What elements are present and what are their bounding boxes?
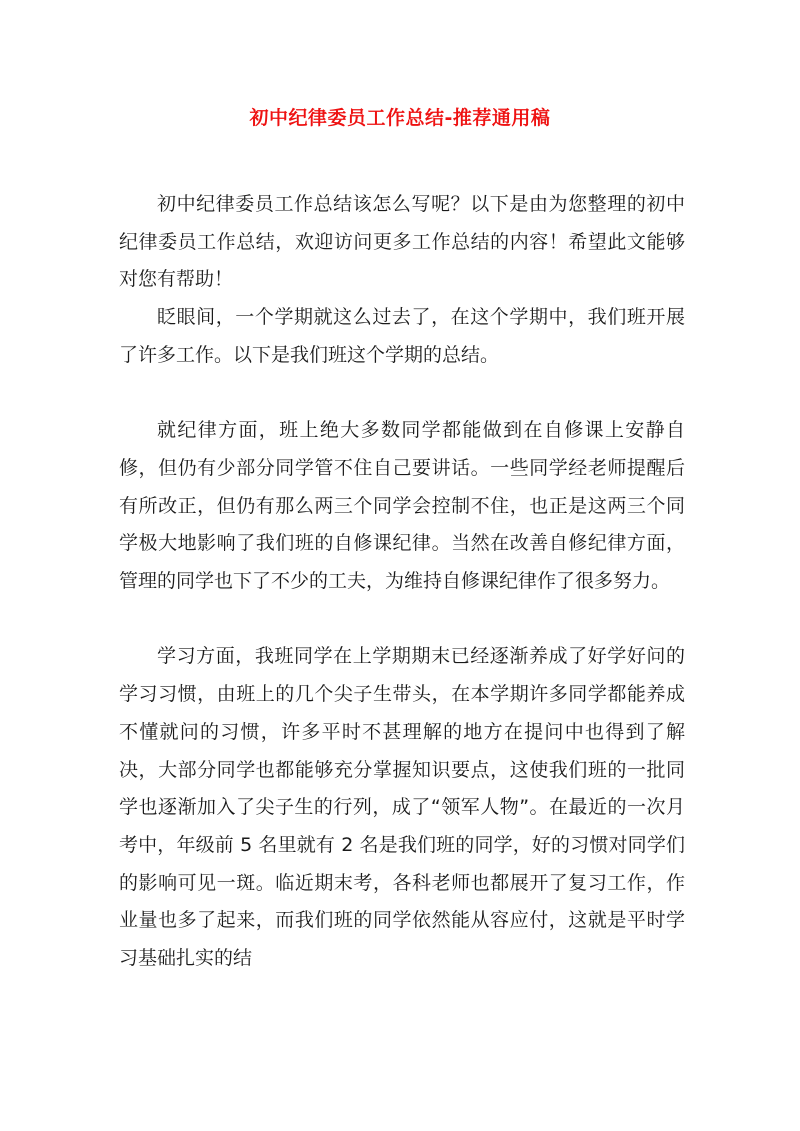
document-body <box>119 186 685 978</box>
paragraph-study: 学习方面，我班同学在上学期期末已经逐渐养成了好学好问的学习习惯，由班上的几个尖子生带头，在本学期许多同学都能养成不懂就问的习惯，许多平时不甚理解的地方在提问中也得到了解决，大部分同学也都能够充分掌握知识要点，这使我们班的一批同学也逐渐加入了尖子生的行列，成了“领军人物”。在最近的一次月考中，年级前 5 名里就有 2 名是我们班的同学，好的习惯对同学们的影响可见一斑。临近期末考，各科老师也都展开了复习工作，作业量也多了起来，而我们班的同学依然能从容应付，这就是平时学习基础扎实的结 <box>119 645 685 970</box>
paragraph-gap <box>119 601 685 639</box>
paragraph-intro: 初中纪律委员工作总结该怎么写呢？以下是由为您整理的初中纪律委员工作总结，欢迎访问更多工作总结的内容！希望此文能够对您有帮助！ <box>119 193 685 291</box>
paragraph-gap <box>119 375 685 413</box>
paragraph-opening: 眨眼间，一个学期就这么过去了，在这个学期中，我们班开展了许多工作。以下是我们班这个学期的总结。 <box>119 306 685 366</box>
paragraph-discipline: 就纪律方面，班上绝大多数同学都能做到在自修课上安静自修，但仍有少部分同学管不住自己要讲话。一些同学经老师提醒后有所改正，但仍有那么两三个同学会控制不住，也正是这两三个同学极大地影响了我们班的自修课纪律。当然在改善自修纪律方面，管理的同学也下了不少的工夫，为维持自修课纪律作了很多努力。 <box>119 419 685 593</box>
document-title: 初中纪律委员工作总结-推荐通用稿 <box>249 107 551 129</box>
